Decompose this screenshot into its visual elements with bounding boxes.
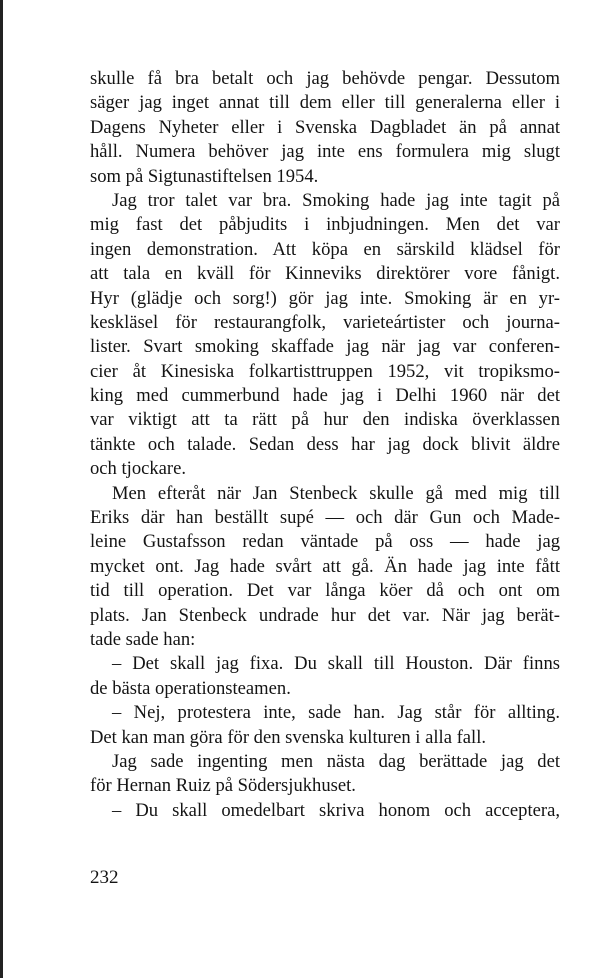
body-text [90,67,560,823]
text-line: var viktigt att ta rätt på hur den indiska överklassen [90,409,560,431]
text-line: Men efteråt när Jan Stenbeck skulle gå med mig till [112,482,560,504]
page-number: 232 [90,867,119,888]
text-line: de bästa operationsteamen. [90,677,291,699]
text-line: tid till operation. Det var långa köer då och ont om [90,580,560,602]
page-edge [0,0,3,978]
text-line: ingen demonstration. Att köpa en särskild klädsel för [90,238,560,260]
text-line: Dagens Nyheter eller i Svenska Dagbladet än på annat [90,116,560,138]
text-line: – Det skall jag fixa. Du skall till Houston. Där finns [112,653,560,675]
text-line: och tjockare. [90,458,187,480]
text-line: lister. Svart smoking skaffade jag när jag var conferen- [90,336,560,358]
text-line: tade sade han: [90,628,196,650]
text-line: – Du skall omedelbart skriva honom och acceptera, [112,799,560,821]
text-line: plats. Jan Stenbeck undrade hur det var. När jag berät- [90,604,560,626]
text-line: tänkte och talade. Sedan dess har jag dock blivit äldre [90,433,560,455]
text-line: håll. Numera behöver jag inte ens formulera mig slugt [90,141,560,163]
text-line: Hyr (glädje och sorg!) gör jag inte. Smoking är en yr- [90,287,560,309]
text-line: säger jag inget annat till dem eller till generalerna eller i [90,92,560,114]
text-line: Eriks där han beställt supé — och där Gun och Made- [90,507,560,529]
text-line: keskläsel för restaurangfolk, varieteártister och journa- [90,311,560,333]
text-line: Det kan man göra för den svenska kulturen i alla fall. [90,726,487,748]
text-line: skulle få bra betalt och jag behövde pengar. Dessutom [90,68,560,89]
text-line: mig fast det påbjudits i inbjudningen. Men det var [90,214,560,236]
text-line: cier åt Kinesiska folkartisttruppen 1952, vit tropiksmo- [90,360,560,382]
text-line: king med cummerbund hade jag i Delhi 1960 när det [90,385,560,407]
text-line: som på Sigtunastiftelsen 1954. [90,165,319,187]
text-line: mycket ont. Jag hade svårt att gå. Än hade jag inte fått [90,555,560,577]
text-line: Jag sade ingenting men nästa dag berättade jag det [112,750,560,772]
text-line: – Nej, protestera inte, sade han. Jag står för allting. [112,702,560,724]
text-line: att tala en kväll för Kinneviks direktörer vore fånigt. [90,263,560,285]
text-line: leine Gustafsson redan väntade på oss — hade jag [90,531,560,553]
text-line: Jag tror talet var bra. Smoking hade jag inte tagit på [112,189,560,211]
text-line: för Hernan Ruiz på Södersjukhuset. [90,775,356,797]
